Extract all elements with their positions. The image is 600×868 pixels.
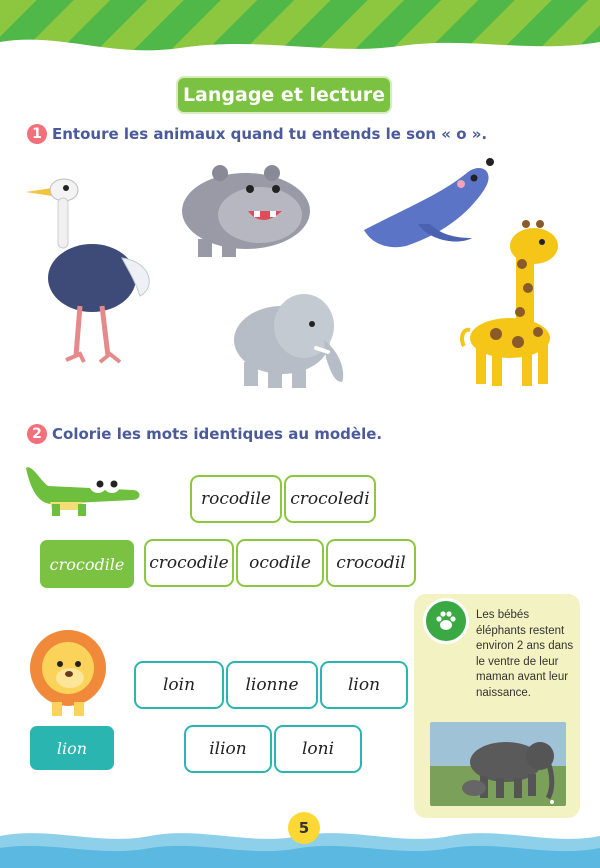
exercise-2-instruction: Colorie les mots identiques au modèle. (52, 425, 383, 443)
word-box-lion-r2-2[interactable]: loni (274, 725, 362, 773)
model-word-lion: lion (30, 726, 114, 770)
word-box-lion-r1-1[interactable]: loin (134, 661, 224, 709)
word-box-crocodile-r2-2[interactable]: ocodile (236, 539, 324, 587)
top-wave (0, 28, 600, 68)
crocodile-icon (22, 458, 144, 520)
word-box-crocodile-r2-1[interactable]: crocodile (144, 539, 234, 587)
word-box-crocodile-r1-1[interactable]: rocodile (190, 475, 282, 523)
info-paragraph: Les bébés éléphants restent environ 2 ans dans le ventre de leur maman avant leur naissance. (476, 609, 574, 699)
elephant-icon[interactable] (230, 286, 354, 392)
lion-icon (22, 624, 116, 720)
page-number: 5 (288, 812, 320, 844)
exercise-2-number: 2 (27, 424, 47, 444)
word-box-lion-r2-1[interactable]: ilion (184, 725, 272, 773)
word-box-lion-r1-3[interactable]: lion (320, 661, 408, 709)
exercise-1-instruction: Entoure les animaux quand tu entends le son « o ». (52, 125, 488, 143)
giraffe-icon[interactable] (456, 218, 568, 390)
model-word-crocodile: crocodile (40, 540, 134, 588)
page-title: Langage et lecture (178, 78, 390, 112)
word-box-lion-r1-2[interactable]: lionne (226, 661, 318, 709)
hippo-icon[interactable] (178, 163, 318, 259)
exercise-1-number: 1 (27, 124, 47, 144)
word-box-crocodile-r2-3[interactable]: crocodil (326, 539, 416, 587)
word-box-crocodile-r1-2[interactable]: crocoledi (284, 475, 376, 523)
info-text (436, 608, 574, 701)
ostrich-icon[interactable] (22, 178, 162, 370)
elephant-photo (430, 722, 566, 806)
